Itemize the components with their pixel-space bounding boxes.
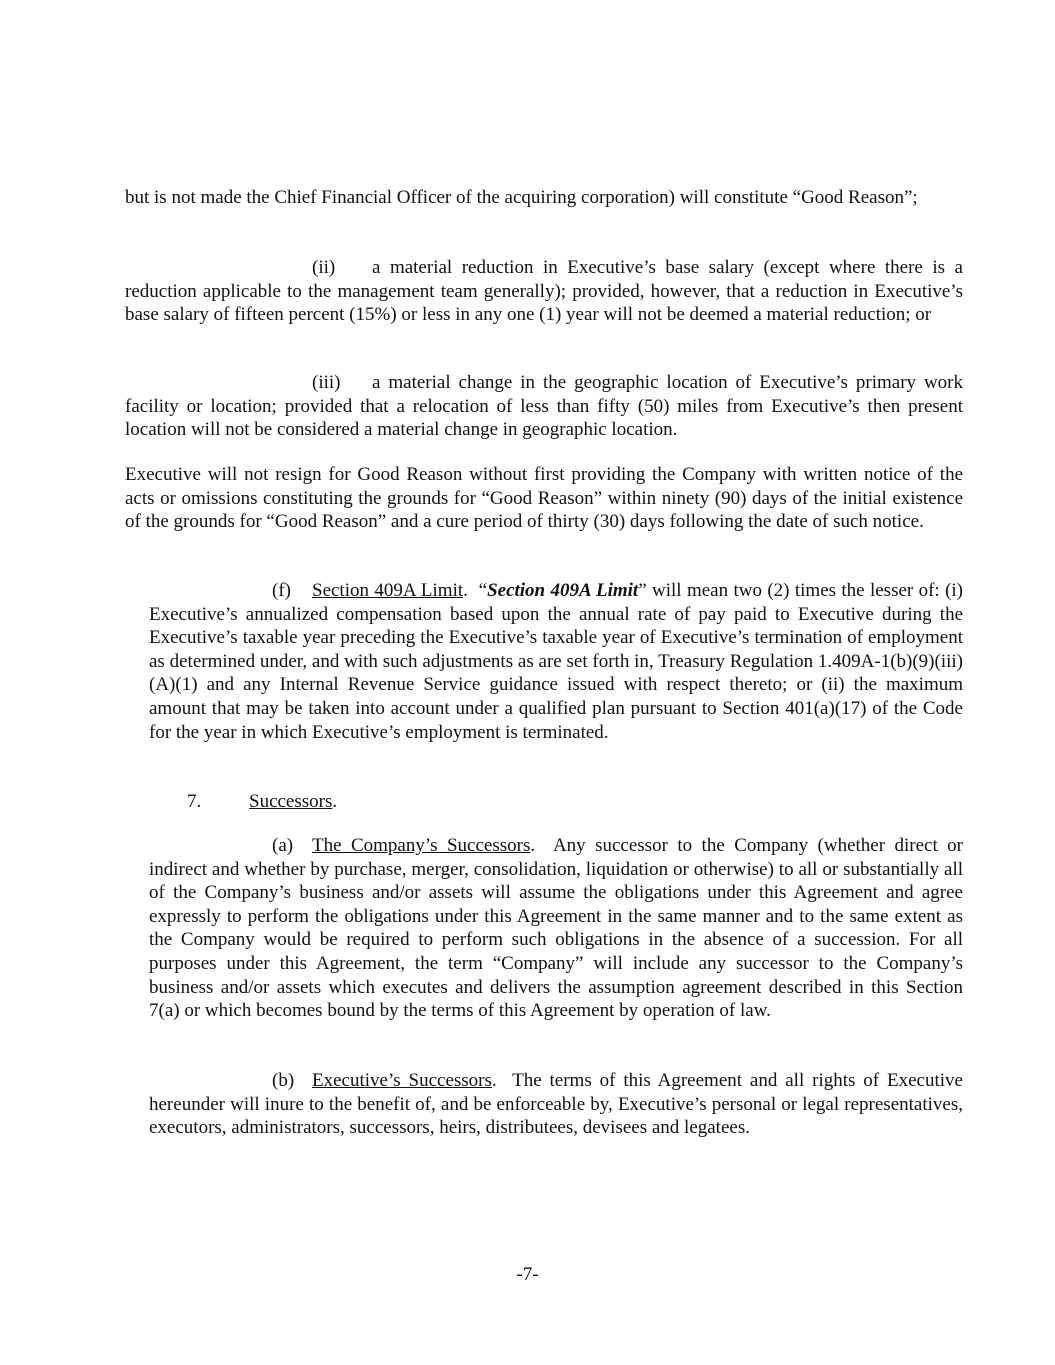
section-7-number: 7. <box>187 791 202 812</box>
section-f-number: (f) <box>272 580 291 601</box>
section-f-open-quote: “ <box>478 580 488 601</box>
section-7-heading <box>187 790 337 814</box>
section-7-title: Successors <box>249 791 333 812</box>
section-7a-number: (a) <box>272 835 294 856</box>
clause-ii-paragraph <box>125 256 963 327</box>
notice-text: Executive will not resign for Good Reason without first providing the Company with written notice of the acts or omissions constituting the grounds for “Good Reason” within ninety (90) days of the initial existence of the grounds for “Good Reason” and a cure period of thirty (30) days following the date of such notice. <box>125 464 963 533</box>
section-7-title-punct: . <box>332 791 338 812</box>
continuation-paragraph <box>125 186 963 210</box>
section-7a-text: Any successor to the Company (whether direct or indirect and whether by purchase, merger, consolidation, liquidation or otherwise) to all or substantially all of the Company’s business and/or assets will assume the obligations under this Agreement and agree expressly to perform the obligations under this Agreement in the same manner and to the same extent as the Company would be required to perform such obligations in the absence of a succession. For all purposes under this Agreement, the term “Company” will include any successor to the Company’s business and/or assets which executes and delivers the assumption agreement described in this Section 7(a) or which becomes bound by the terms of this Agreement by operation of law. <box>149 835 963 1022</box>
section-7a-paragraph <box>149 834 963 1023</box>
section-f-defined-term: Section 409A Limit <box>487 580 639 601</box>
page-number: -7- <box>516 1264 539 1285</box>
notice-paragraph <box>125 463 963 534</box>
clause-iii-number: (iii) <box>312 372 341 393</box>
section-7b-heading: Executive’s Successors <box>312 1070 492 1091</box>
section-f-paragraph <box>149 579 963 744</box>
section-f-text: ” will mean two (2) times the lesser of: (i) Executive’s annualized compensation based upon the annual rate of pay paid to Executive during the Executive’s taxable year preceding the Executive’s taxable year of Executive’s termination of employment as determined under, and with such adjustments as are set forth in, Treasury Regulation 1.409A-1(b)(9)(iii)(A)(1) and any Internal Revenue Service guidance issued with respect thereto; or (ii) the maximum amount that may be taken into account under a qualified plan pursuant to Section 401(a)(17) of the Code for the year in which Executive’s employment is terminated. <box>149 580 964 743</box>
section-f-heading-punct: . <box>463 580 468 601</box>
section-7b-number: (b) <box>272 1070 295 1091</box>
section-7b-heading-punct: . <box>491 1070 497 1091</box>
section-7b-paragraph <box>149 1069 963 1140</box>
section-7b-text: The terms of this Agreement and all rights of Executive hereunder will inure to the benefit of, and be enforceable by, Executive’s personal or legal representatives, executors, administrators, successors, heirs, distributees, devisees and legatees. <box>149 1070 963 1139</box>
clause-iii-paragraph <box>125 371 963 442</box>
clause-iii-text: a material change in the geographic location of Executive’s primary work facility or location; provided that a relocation of less than fifty (50) miles from Executive’s then present location will not be considered a material change in geographic location. <box>125 372 963 441</box>
section-f-heading: Section 409A Limit <box>312 580 464 601</box>
clause-ii-text: a material reduction in Executive’s base salary (except where there is a reduction applicable to the management team generally); provided, however, that a reduction in Executive’s base salary of fifteen percent (15%) or less in any one (1) year will not be deemed a material reduction; or <box>125 257 963 326</box>
section-7a-heading: The Company’s Successors <box>312 835 531 856</box>
clause-ii-number: (ii) <box>312 257 336 278</box>
continuation-text: but is not made the Chief Financial Officer of the acquiring corporation) will constitute “Good Reason”; <box>125 187 918 208</box>
section-7a-heading-punct: . <box>530 835 536 856</box>
